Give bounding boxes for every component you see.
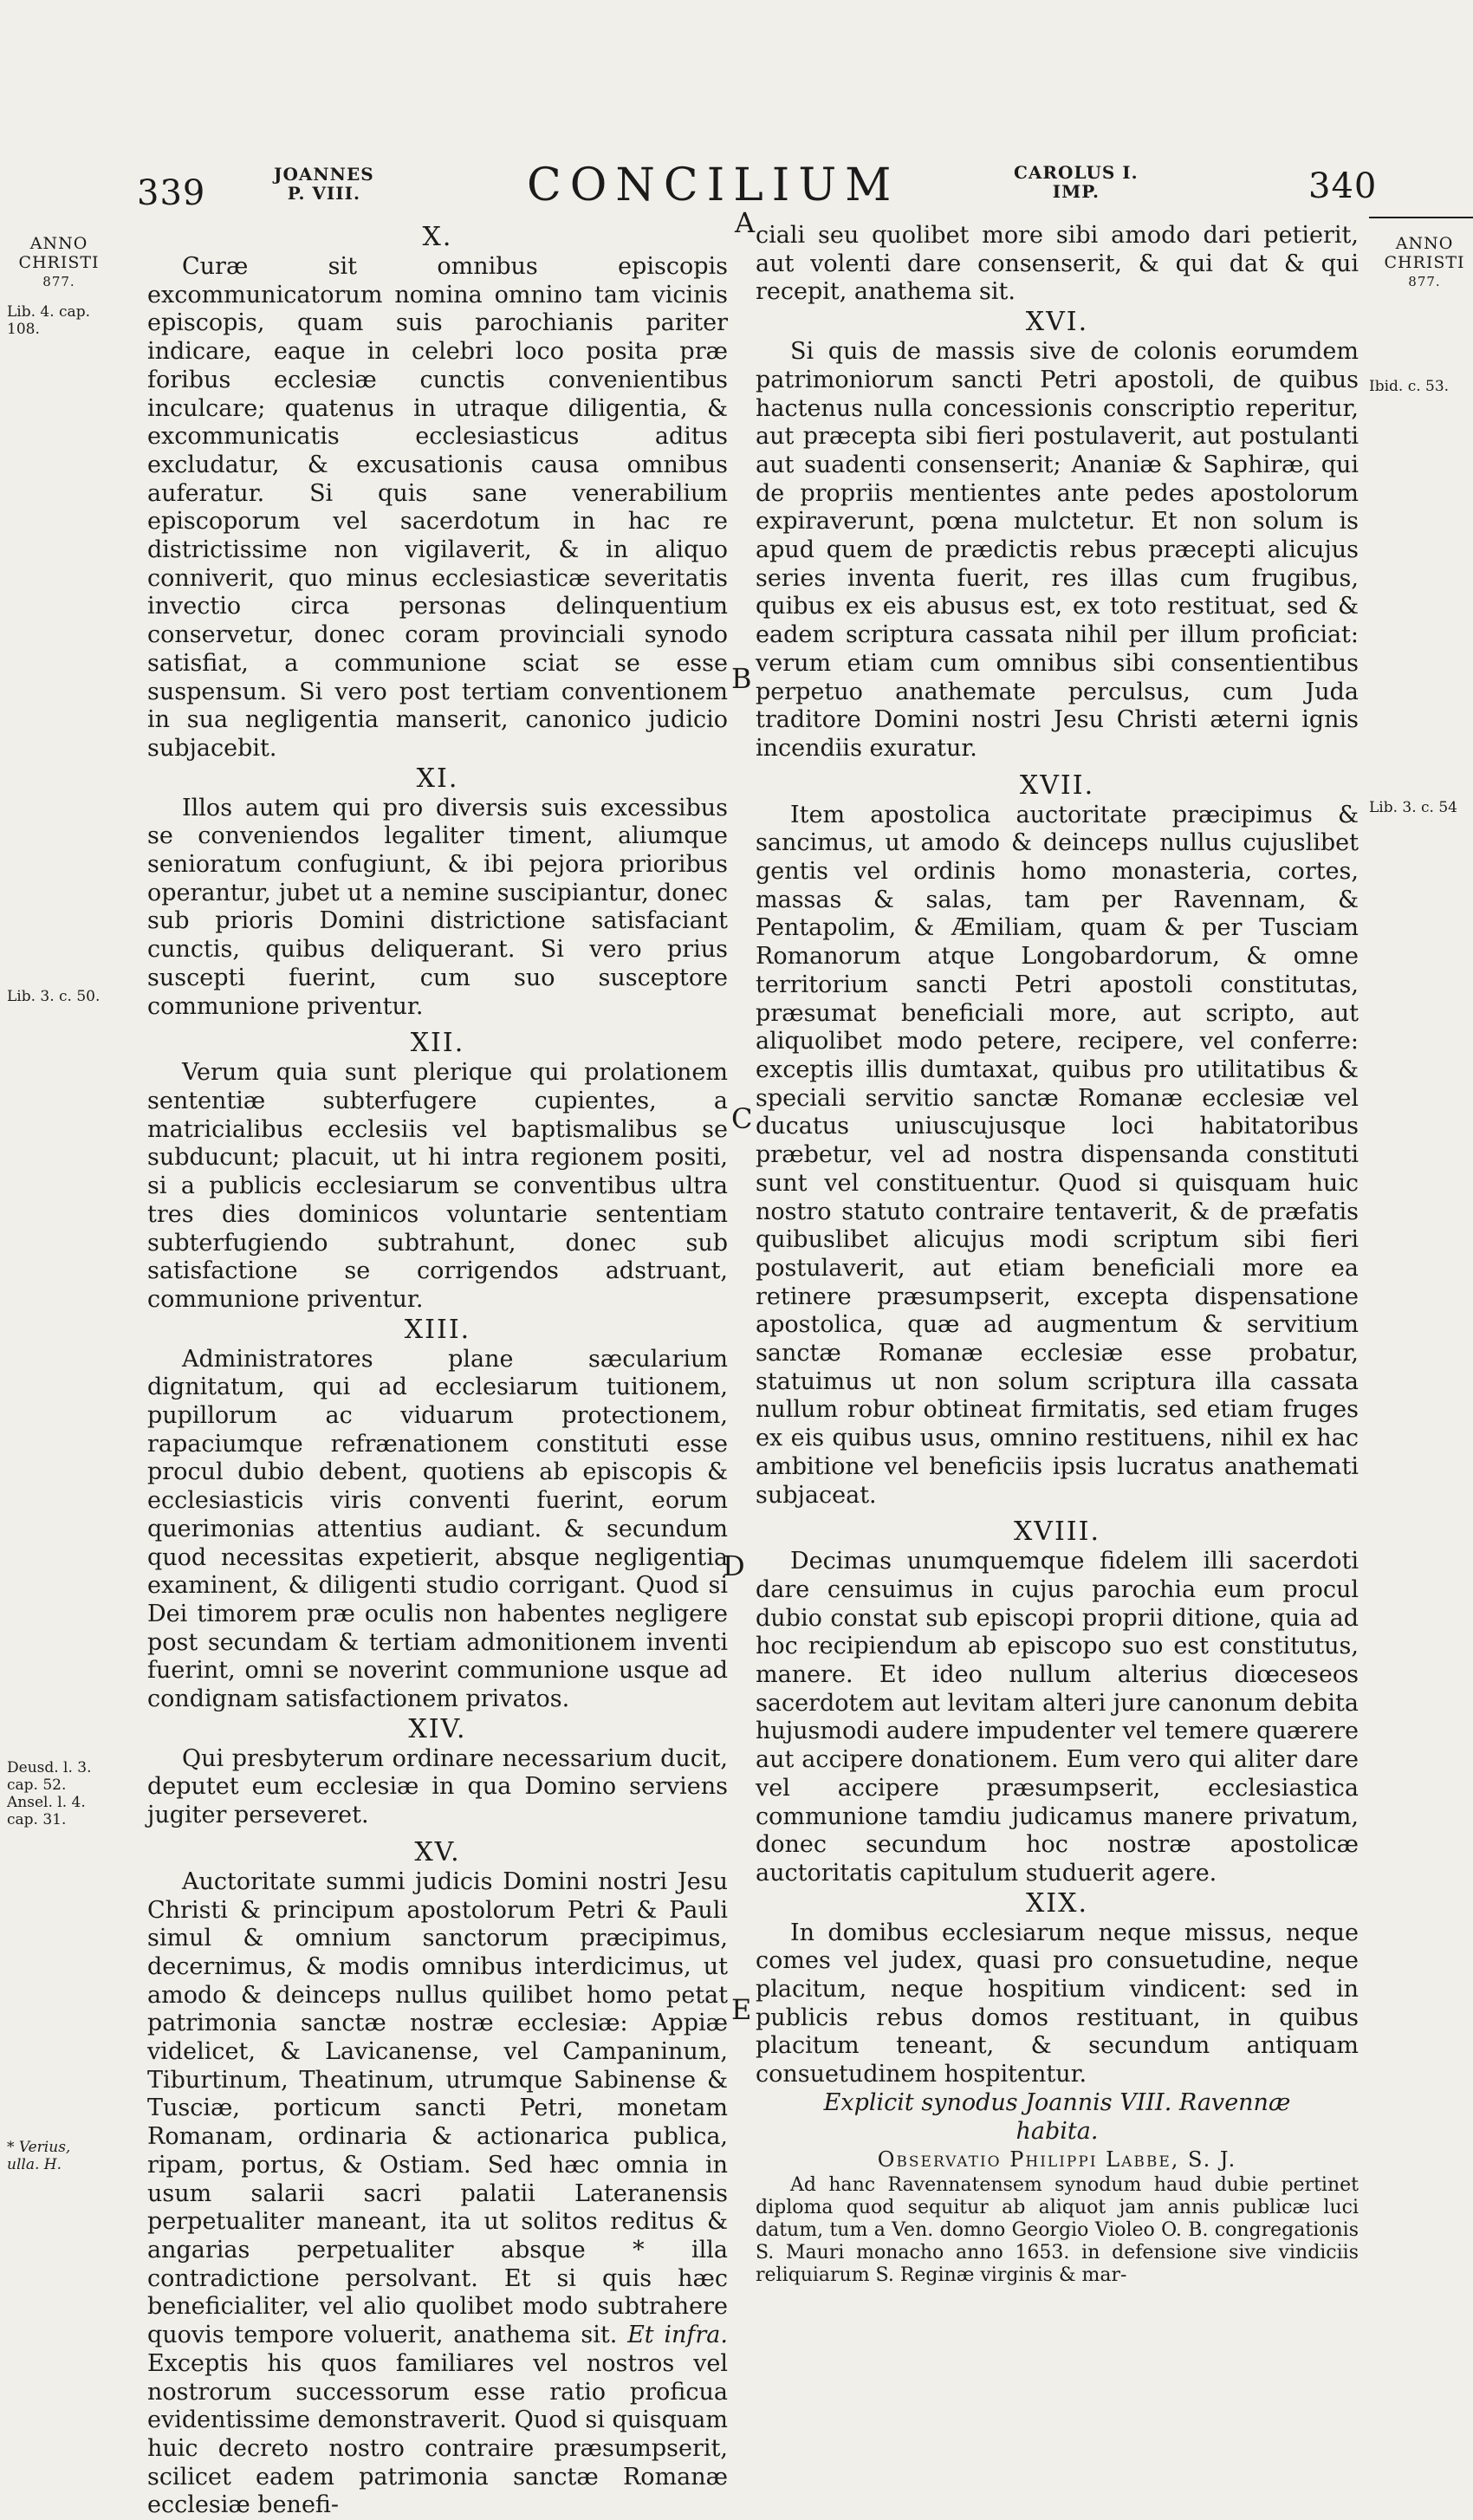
- anno-label: ANNO: [29, 234, 88, 253]
- canon-heading-xiii: XIII.: [404, 1314, 471, 1345]
- pope-header: [274, 165, 374, 203]
- emperor-title: IMP.: [1052, 181, 1100, 202]
- page-number-right: 340: [1308, 166, 1378, 206]
- canon-xiv-text: Qui presbyterum ordinare necessarium ducit, deputet eum ecclesiæ in qua Domino serviens jugiter perseveret.: [147, 1744, 728, 1829]
- christi-label: CHRISTI: [1384, 253, 1465, 272]
- margin-note-lib-3: Lib. 3. c. 50.: [7, 988, 101, 1005]
- explicit-line-2: habita.: [1016, 2117, 1099, 2145]
- margin-note-deusd: Deusd. l. 3. cap. 52. Ansel. l. 4. cap. 31.: [7, 1759, 92, 1828]
- year-label: 877.: [1408, 274, 1441, 289]
- pope-name: JOANNES: [274, 164, 374, 185]
- explicit-line: [756, 2089, 1359, 2146]
- section-letter-b: B: [731, 662, 752, 695]
- canon-xix-text: In domibus ecclesiarum neque missus, neque comes vel judex, quasi pro consuetudine, neque placitum, neque hospitium vindicent: sed in publicis rebus domos restituant, in quibus placitum teneant, & secundum antiquam consuetudinem hospitentur.: [756, 1919, 1359, 2088]
- anno-label: ANNO: [1395, 234, 1454, 253]
- observatio-heading: Observatio Philippi Labbe, S. J.: [877, 2147, 1237, 2173]
- right-column: [756, 222, 1359, 2287]
- canon-xvii-text: Item apostolica auctoritate præcipimus & sancimus, ut amodo & deinceps nullus cujuslibet gentis vel ordinis homo monasteria, cortes, massas & salas, tam per Ravennam, & Pentapolim, & Æmiliam, quam & per Tusciam Romanorum atque Longobardorum, & omne territorium sancti Petri apostoli constitutas, præsumat beneficiali more, aut scripto, aut aliquolibet modo petere, recipere, vel conferre: exceptis illis dumtaxat, quibus pro utilitatibus & speciali servitio sanctæ Romanæ ecclesiæ vel ducatus uniuscujusque loci habitatoribus præbetur, vel ad nostra dispensanda constituti sunt vel constituentur. Quod si quisquam huic nostro statuto contraire tentaverit, & de præfatis quibuslibet alicujus modi scriptum sibi fieri postulaverit, aut etiam beneficiali more ea retinere præsumpserit, excepta dispensatione apostolica, quæ ad augmentum & servitium sanctæ Romanæ ecclesiæ esse probatur, statuimus ut non solum scriptura illa cassata nullum robur obtineat firmitatis, sed etiam fruges ex eis quibus usus, omnino restituens, nihil ex hac ambitione vel beneficiis ipsis lucratus anathemati subjaceat.: [756, 801, 1359, 1509]
- canon-heading-xvii: XVII.: [1019, 770, 1095, 801]
- header-rule: [1369, 217, 1473, 218]
- canon-xvi-text: Si quis de massis sive de colonis eorumdem patrimoniorum sancti Petri apostoli, de quibus hactenus nulla concessionis conscriptio reperitur, aut præcepta sibi fieri postulaverit, aut postulanti aut suadenti consenserit; Ananiæ & Saphiræ, qui de propriis mentientes ante pedes apostolorum expiraverunt, pœna mulctetur. Et non solum is apud quem de prædictis rebus præcepti alicujus series inventa fuerit, res illas cum frugibus, quibus ex eis abusus est, ex toto restituat, sed & eadem scriptura cassata nihil per illum proficiat: verum etiam cum omnibus sibi consentientibus perpetuo anathemate perculsus, cum Juda traditore Domini nostri Jesu Christi æterni ignis incendiis exuratur.: [756, 338, 1359, 762]
- section-letter-d: D: [723, 1549, 745, 1582]
- canon-xv-et-infra: Et infra.: [627, 2322, 728, 2349]
- canon-xv-main: Auctoritate summi judicis Domini nostri Jesu Christi & principum apostolorum Petri & Pauli simul & omnium sanctorum præcipimus, decernimus, & modis omnibus interdicimus, ut amodo & deinceps nullus quilibet homo petat patrimonia sanctæ nostræ ecclesiæ: Appiæ videlicet, & Lavicanense, vel Campaninum, Tiburtinum, Theatinum, utrumque Sabinense & Tusciæ, porticum sancti Petri, monetam Romanam, ordinaria & actionarica publica, ripam, portus, & Ostiam. Sed hæc omnia in usum salarii sacri palatii Lateranensis perpetualiter maneant, ita ut solitos reditus & angarias perpetualiter absque * illa contradictione persolvant. Et si quis hæc beneficialiter, vel alio quolibet modo subtrahere quovis tempore voluerit, anathema sit.: [147, 1867, 728, 2349]
- canon-heading-xvi: XVI.: [1025, 307, 1089, 338]
- canon-heading-xv: XV.: [414, 1836, 461, 1867]
- emperor-name: CAROLUS I.: [1014, 162, 1139, 183]
- canon-xv-text: [147, 1868, 728, 2520]
- explicit-line-1: Explicit synodus Joannis VIII. Ravennæ: [823, 2088, 1291, 2116]
- margin-note-varius: * Verius, ulla. H.: [7, 2139, 71, 2173]
- canon-xiii-text: Administratores plane sæcularium dignitatum, qui ad ecclesiarum tuitionem, pupillorum ac viduarum protectionem, rapaciumque refrænationem constituti esse procul dubio debent, quotiens ab episcopis & ecclesiasticis viris conventi fuerint, eorum querimonias attentius audiant. & secundum quod necessitas expetierit, absque negligentia examinent, & diligenti studio corrigant. Quod si Dei timorem præ oculis non habentes negligere post secundam & tertiam admonitionem inventi fuerint, omni se noverint communione usque ad condignam satisfactionem privatos.: [147, 1345, 728, 1713]
- canon-xv-continued: Exceptis his quos familiares vel nostros vel nostrorum successorum esse ratio proficua evidentissime demonstraverit. Quod si quisquam huic decreto nostro contraire præsumpserit, scilicet eadem patrimonia sanctæ Romanæ ecclesiæ benefi-: [147, 2349, 728, 2519]
- margin-note-ibid: Ibid. c. 53.: [1369, 378, 1450, 395]
- margin-note-lib-4: Lib. 4. cap. 108.: [7, 303, 90, 338]
- page-number-left: 339: [137, 173, 206, 213]
- canon-xviii-text: Decimas unumquemque fidelem illi sacerdoti dare censuimus in cujus parochia eum procul dubio constat sub episcopi proprii ditione, quia ad hoc recipiendum ab episcopo suo est constitutus, manere. Et ideo nullum alterius diœceseos sacerdotem aut levitam alteri jure canonum debita hujusmodi audere impudenter vel temere quærere aut accipere donationem. Eum vero qui aliter dare vel accipere præsumpserit, ecclesiastica communione tamdiu judicamus manere privatum, donec secundum hoc nostræ apostolicæ auctoritatis capitulum studuerit agere.: [756, 1548, 1359, 1887]
- canon-heading-xix: XIX.: [1025, 1887, 1089, 1919]
- section-letter-c: C: [731, 1102, 753, 1135]
- year-label: 877.: [42, 274, 75, 289]
- canon-xv-conclusion: ciali seu quolibet more sibi amodo dari petierit, aut volenti dare consenserit, & qui dat & qui recepit, anathema sit.: [756, 222, 1359, 306]
- canon-heading-xii: XII.: [410, 1028, 465, 1059]
- left-column: [147, 222, 728, 2520]
- canon-heading-x: X.: [422, 222, 453, 252]
- canon-heading-xiv: XIV.: [408, 1713, 467, 1744]
- emperor-header: [1014, 163, 1139, 201]
- section-letter-a: A: [735, 206, 756, 239]
- canon-x-text: Curæ sit omnibus episcopis excommunicatorum nomina omnino tam vicinis episcopis, quam suis parochianis pariter indicare, eaque in celebri loco posita præ foribus ecclesiæ cunctis convenientibus inculcare; quatenus in utraque diligentia, & excommunicatis ecclesiasticus aditus excludatur, & excusationis causa omnibus auferatur. Si quis sane venerabilium episcoporum vel sacerdotum in hac re districtissime non vigilaverit, & in aliquo conniverit, quo minus ecclesiasticæ severitatis invectio circa personas delinquentium conservetur, donec coram provinciali synodo satisfiat, a communione sciat se esse suspensum. Si vero post tertiam conventionem in sua negligentia manserit, canonico judicio subjacebit.: [147, 253, 728, 762]
- canon-heading-xi: XI.: [416, 763, 459, 794]
- anno-christi-right: [1378, 234, 1471, 291]
- margin-note-lib-3-c54: Lib. 3. c. 54: [1369, 799, 1457, 816]
- section-letter-e: E: [731, 1993, 752, 2026]
- anno-christi-left: [7, 234, 111, 291]
- canon-xii-text: Verum quia sunt plerique qui prolationem sententiæ subterfugere cupientes, a matricialibus ecclesiis vel baptismalibus se subducunt; placuit, ut hi intra regionem positi, si a publicis ecclesiarum se conventibus ultra tres dies dominicos voluntarie sententiam subterfugiendo subtrahunt, donec sub satisfactione se corrigendos adstruant, communione priventur.: [147, 1059, 728, 1313]
- running-title: CONCILIUM: [527, 159, 900, 211]
- christi-label: CHRISTI: [18, 253, 100, 272]
- observatio-note: Ad hanc Ravennatensem synodum haud dubie pertinet diploma quod sequitur ab aliquot jam annis publicæ luci datum, tum a Ven. domno Georgio Violeo O. B. congregationis S. Mauri monacho anno 1653. in defensione sive vindiciis reliquiarum S. Reginæ virginis & mar-: [756, 2174, 1359, 2286]
- canon-heading-xviii: XVIII.: [1013, 1517, 1101, 1548]
- pope-number: P. VIII.: [287, 183, 360, 204]
- canon-xi-text: Illos autem qui pro diversis suis excessibus se conveniendos legaliter timent, aliumque senioratum confugiunt, & ibi pejora prioribus operantur, jubet ut a nemine suscipiantur, donec sub prioris Domini districtione satisfaciant cunctis, quibus deliquerant. Si vero prius suscepti fuerint, cum suo susceptore communione priventur.: [147, 794, 728, 1020]
